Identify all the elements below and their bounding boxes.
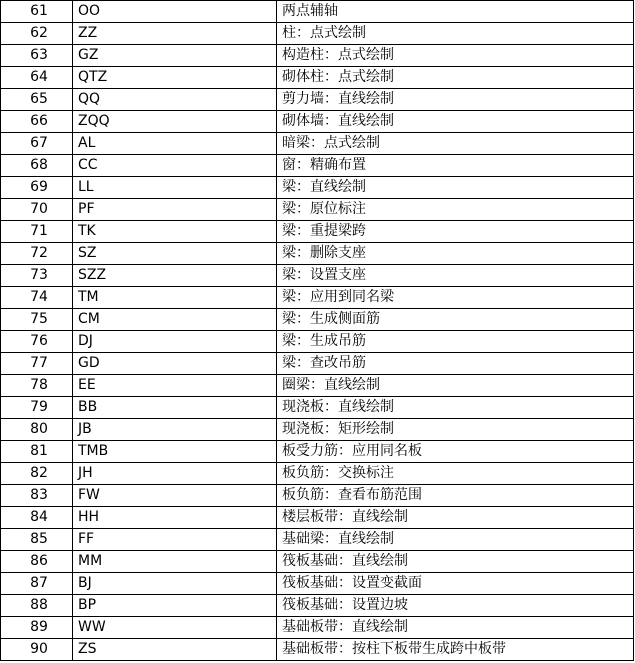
command-description: 砌体柱：点式绘制 xyxy=(277,67,634,89)
table-row xyxy=(1,199,634,221)
command-description: 圈梁：直线绘制 xyxy=(277,375,634,397)
row-number: 77 xyxy=(1,353,73,375)
table-row xyxy=(1,441,634,463)
row-number: 76 xyxy=(1,331,73,353)
row-number: 90 xyxy=(1,639,73,661)
row-number: 74 xyxy=(1,287,73,309)
row-number: 89 xyxy=(1,617,73,639)
table-row xyxy=(1,265,634,287)
command-description: 梁：设置支座 xyxy=(277,265,634,287)
row-number: 63 xyxy=(1,45,73,67)
command-description: 板负筋：查看布筋范围 xyxy=(277,485,634,507)
row-number: 67 xyxy=(1,133,73,155)
shortcut-code: BP xyxy=(73,595,277,617)
row-number: 62 xyxy=(1,23,73,45)
shortcut-code: MM xyxy=(73,551,277,573)
shortcut-code: HH xyxy=(73,507,277,529)
command-description: 基础梁：直线绘制 xyxy=(277,529,634,551)
command-description: 筏板基础：设置变截面 xyxy=(277,573,634,595)
command-description: 砌体墙：直线绘制 xyxy=(277,111,634,133)
command-description: 柱：点式绘制 xyxy=(277,23,634,45)
command-description: 现浇板：矩形绘制 xyxy=(277,419,634,441)
table-row xyxy=(1,529,634,551)
row-number: 84 xyxy=(1,507,73,529)
shortcut-code: BB xyxy=(73,397,277,419)
command-description: 梁：原位标注 xyxy=(277,199,634,221)
command-description: 梁：应用到同名梁 xyxy=(277,287,634,309)
shortcut-code: FW xyxy=(73,485,277,507)
table-row xyxy=(1,309,634,331)
shortcut-code: EE xyxy=(73,375,277,397)
row-number: 65 xyxy=(1,89,73,111)
shortcut-code: TM xyxy=(73,287,277,309)
row-number: 81 xyxy=(1,441,73,463)
row-number: 72 xyxy=(1,243,73,265)
shortcut-code: CM xyxy=(73,309,277,331)
command-description: 剪力墙：直线绘制 xyxy=(277,89,634,111)
table-row xyxy=(1,155,634,177)
shortcut-code: AL xyxy=(73,133,277,155)
shortcut-code: TK xyxy=(73,221,277,243)
command-description: 构造柱：点式绘制 xyxy=(277,45,634,67)
shortcut-code: PF xyxy=(73,199,277,221)
table-body xyxy=(1,1,634,661)
command-description: 梁：删除支座 xyxy=(277,243,634,265)
row-number: 61 xyxy=(1,1,73,23)
command-description: 梁：重提梁跨 xyxy=(277,221,634,243)
command-description: 筏板基础：直线绘制 xyxy=(277,551,634,573)
shortcut-code: ZS xyxy=(73,639,277,661)
command-description: 窗：精确布置 xyxy=(277,155,634,177)
shortcut-code: ZQQ xyxy=(73,111,277,133)
row-number: 73 xyxy=(1,265,73,287)
shortcut-code: FF xyxy=(73,529,277,551)
row-number: 85 xyxy=(1,529,73,551)
row-number: 88 xyxy=(1,595,73,617)
shortcut-code: BJ xyxy=(73,573,277,595)
row-number: 79 xyxy=(1,397,73,419)
table-row xyxy=(1,375,634,397)
row-number: 75 xyxy=(1,309,73,331)
table-row xyxy=(1,133,634,155)
row-number: 64 xyxy=(1,67,73,89)
command-description: 梁：生成吊筋 xyxy=(277,331,634,353)
table-row xyxy=(1,89,634,111)
table-row xyxy=(1,353,634,375)
row-number: 87 xyxy=(1,573,73,595)
command-description: 梁：生成侧面筋 xyxy=(277,309,634,331)
row-number: 68 xyxy=(1,155,73,177)
table-row xyxy=(1,67,634,89)
command-description: 梁：直线绘制 xyxy=(277,177,634,199)
shortcut-code: SZZ xyxy=(73,265,277,287)
shortcut-code: QTZ xyxy=(73,67,277,89)
table-row xyxy=(1,221,634,243)
shortcut-code: QQ xyxy=(73,89,277,111)
table-row xyxy=(1,639,634,661)
shortcut-code: CC xyxy=(73,155,277,177)
table-row xyxy=(1,595,634,617)
row-number: 69 xyxy=(1,177,73,199)
table-row xyxy=(1,397,634,419)
row-number: 86 xyxy=(1,551,73,573)
row-number: 82 xyxy=(1,463,73,485)
command-description: 板负筋：交换标注 xyxy=(277,463,634,485)
table-row xyxy=(1,23,634,45)
row-number: 66 xyxy=(1,111,73,133)
table-row xyxy=(1,507,634,529)
shortcut-code: WW xyxy=(73,617,277,639)
table-row xyxy=(1,45,634,67)
shortcut-code: DJ xyxy=(73,331,277,353)
command-description: 筏板基础：设置边坡 xyxy=(277,595,634,617)
command-description: 基础板带：按柱下板带生成跨中板带 xyxy=(277,639,634,661)
shortcut-code: LL xyxy=(73,177,277,199)
table-row xyxy=(1,551,634,573)
shortcut-code: JB xyxy=(73,419,277,441)
shortcut-code: SZ xyxy=(73,243,277,265)
row-number: 80 xyxy=(1,419,73,441)
shortcut-code: TMB xyxy=(73,441,277,463)
shortcut-code: JH xyxy=(73,463,277,485)
table-row xyxy=(1,111,634,133)
command-description: 板受力筋：应用同名板 xyxy=(277,441,634,463)
command-description: 暗梁：点式绘制 xyxy=(277,133,634,155)
table-row xyxy=(1,463,634,485)
command-description: 现浇板：直线绘制 xyxy=(277,397,634,419)
row-number: 71 xyxy=(1,221,73,243)
table-row xyxy=(1,485,634,507)
table-row xyxy=(1,617,634,639)
table-row xyxy=(1,1,634,23)
shortcut-code: GD xyxy=(73,353,277,375)
row-number: 83 xyxy=(1,485,73,507)
shortcut-code: ZZ xyxy=(73,23,277,45)
command-description: 梁：查改吊筋 xyxy=(277,353,634,375)
command-description: 两点辅轴 xyxy=(277,1,634,23)
shortcut-code: OO xyxy=(73,1,277,23)
command-description: 楼层板带：直线绘制 xyxy=(277,507,634,529)
shortcut-code: GZ xyxy=(73,45,277,67)
table-row xyxy=(1,177,634,199)
table-row xyxy=(1,331,634,353)
command-description: 基础板带：直线绘制 xyxy=(277,617,634,639)
table-row xyxy=(1,243,634,265)
table-row xyxy=(1,573,634,595)
row-number: 78 xyxy=(1,375,73,397)
row-number: 70 xyxy=(1,199,73,221)
table-row xyxy=(1,287,634,309)
table-row xyxy=(1,419,634,441)
